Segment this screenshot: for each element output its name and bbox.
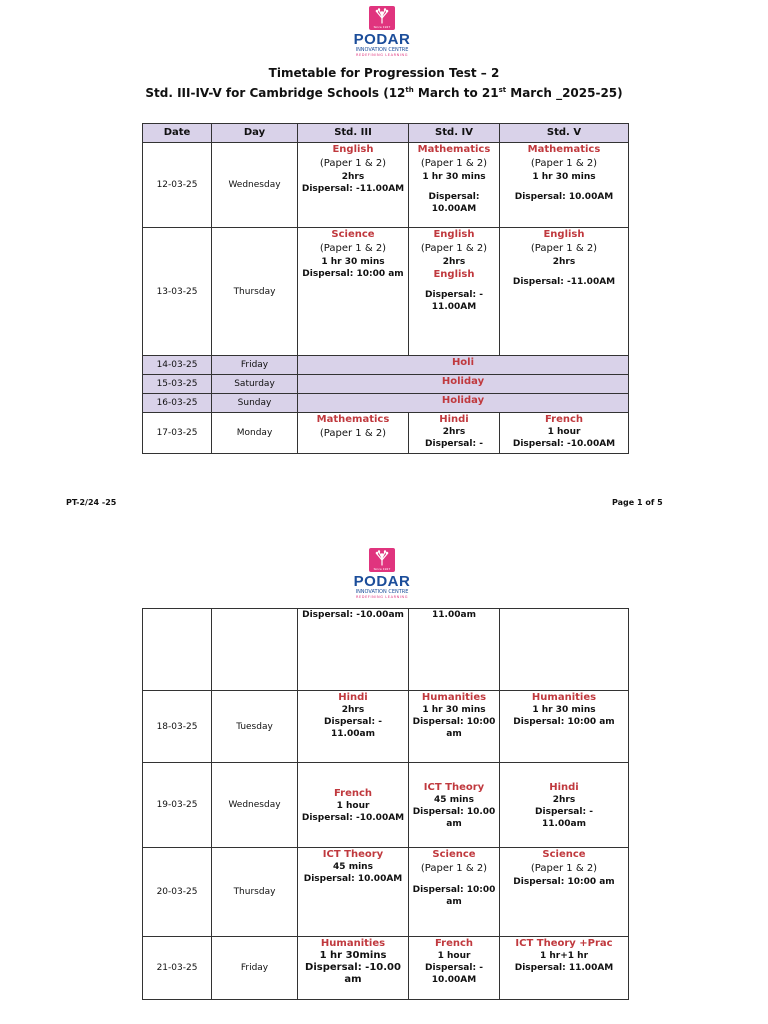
std-iv-cell: 11.00am — [409, 609, 500, 691]
table-row — [143, 937, 629, 1000]
holiday-note: Holi — [298, 356, 629, 375]
std-v-cell: Mathematics (Paper 1 & 2) 1 hr 30 mins Dispersal: 10.00AM — [500, 143, 629, 228]
logo-subtitle: INNOVATION CENTRE — [355, 47, 409, 53]
day-cell: Friday — [212, 937, 298, 1000]
date-cell: 14-03-25 — [143, 356, 212, 375]
std-iv-cell: French 1 hour Dispersal: - 10.00AM — [409, 937, 500, 1000]
table-row — [143, 763, 629, 848]
date-cell: 13-03-25 — [143, 228, 212, 356]
day-cell — [212, 609, 298, 691]
day-cell: Friday — [212, 356, 298, 375]
date-cell: 18-03-25 — [143, 691, 212, 763]
table-row-holiday — [143, 356, 629, 375]
std-iii-cell: Mathematics (Paper 1 & 2) — [298, 413, 409, 454]
table-header-row — [143, 124, 629, 143]
std-iii-cell: English (Paper 1 & 2) 2hrs Dispersal: -11.00AM — [298, 143, 409, 228]
timetable-table — [142, 123, 629, 454]
footer-doc-code: PT-2/24 -25 — [66, 498, 117, 507]
std-v-cell: ICT Theory +Prac 1 hr+1 hr Dispersal: 11.00AM — [500, 937, 629, 1000]
logo-name: PODAR — [353, 573, 411, 590]
std-iii-cell: ICT Theory 45 mins Dispersal: 10.00AM — [298, 848, 409, 937]
table-row-holiday — [143, 394, 629, 413]
date-cell: 19-03-25 — [143, 763, 212, 848]
logo-since: Since 1927 — [373, 25, 391, 29]
page-title — [0, 65, 768, 102]
holiday-note: Holiday — [298, 375, 629, 394]
table-row-continued — [143, 609, 629, 691]
header-date: Date — [143, 124, 212, 143]
std-iv-cell: English (Paper 1 & 2) 2hrs English Dispersal: - 11.00AM — [409, 228, 500, 356]
logo-tagline: REDEFINING LEARNING — [355, 595, 409, 599]
std-v-cell: Science (Paper 1 & 2) Dispersal: 10:00 am — [500, 848, 629, 937]
day-cell: Tuesday — [212, 691, 298, 763]
day-cell: Monday — [212, 413, 298, 454]
logo-since: Since 1927 — [373, 567, 391, 571]
footer-page-number: Page 1 of 5 — [612, 498, 663, 507]
date-cell: 16-03-25 — [143, 394, 212, 413]
std-iv-cell: Hindi 2hrs Dispersal: - — [409, 413, 500, 454]
std-iii-cell: French 1 hour Dispersal: -10.00AM — [298, 763, 409, 848]
std-iv-cell: Humanities 1 hr 30 mins Dispersal: 10:00 am — [409, 691, 500, 763]
std-iii-cell: Dispersal: -10.00am — [298, 609, 409, 691]
table-row — [143, 691, 629, 763]
date-cell: 17-03-25 — [143, 413, 212, 454]
logo-name: PODAR — [353, 31, 411, 48]
holiday-note: Holiday — [298, 394, 629, 413]
std-v-cell: English (Paper 1 & 2) 2hrs Dispersal: -11.00AM — [500, 228, 629, 356]
day-cell: Thursday — [212, 228, 298, 356]
std-iii-cell: Science (Paper 1 & 2) 1 hr 30 mins Dispersal: 10:00 am — [298, 228, 409, 356]
day-cell: Saturday — [212, 375, 298, 394]
std-v-cell: Humanities 1 hr 30 mins Dispersal: 10:00 am — [500, 691, 629, 763]
tree-icon — [369, 6, 395, 30]
day-cell: Wednesday — [212, 763, 298, 848]
std-v-cell: French 1 hour Dispersal: -10.00AM — [500, 413, 629, 454]
day-cell: Wednesday — [212, 143, 298, 228]
header-std-iii: Std. III — [298, 124, 409, 143]
table-row — [143, 848, 629, 937]
table-row — [143, 143, 629, 228]
day-cell: Thursday — [212, 848, 298, 937]
std-v-cell: Hindi 2hrs Dispersal: - 11.00am — [500, 763, 629, 848]
date-cell: 21-03-25 — [143, 937, 212, 1000]
header-std-v: Std. V — [500, 124, 629, 143]
std-iii-cell: Hindi 2hrs Dispersal: - 11.00am — [298, 691, 409, 763]
date-cell: 12-03-25 — [143, 143, 212, 228]
document-page-2 — [0, 540, 768, 1024]
table-row-holiday — [143, 375, 629, 394]
title-line-2: Std. III-IV-V for Cambridge Schools (12th March to 21st March _2025-25) — [145, 86, 623, 100]
podar-logo — [350, 6, 414, 58]
day-cell: Sunday — [212, 394, 298, 413]
timetable-table-continued — [142, 608, 629, 1000]
std-iii-cell: Humanities 1 hr 30mins Dispersal: -10.00 am — [298, 937, 409, 1000]
std-iv-cell: Mathematics (Paper 1 & 2) 1 hr 30 mins Dispersal: 10.00AM — [409, 143, 500, 228]
table-row — [143, 413, 629, 454]
table-row — [143, 228, 629, 356]
header-day: Day — [212, 124, 298, 143]
header-std-iv: Std. IV — [409, 124, 500, 143]
std-iv-cell: Science (Paper 1 & 2) Dispersal: 10:00 am — [409, 848, 500, 937]
std-iv-cell: ICT Theory 45 mins Dispersal: 10.00 am — [409, 763, 500, 848]
date-cell: 20-03-25 — [143, 848, 212, 937]
std-v-cell — [500, 609, 629, 691]
logo-tagline: REDEFINING LEARNING — [355, 53, 409, 57]
podar-logo — [350, 548, 414, 600]
date-cell: 15-03-25 — [143, 375, 212, 394]
title-line-1: Timetable for Progression Test – 2 — [268, 66, 500, 80]
logo-subtitle: INNOVATION CENTRE — [355, 589, 409, 595]
tree-icon — [369, 548, 395, 572]
date-cell — [143, 609, 212, 691]
